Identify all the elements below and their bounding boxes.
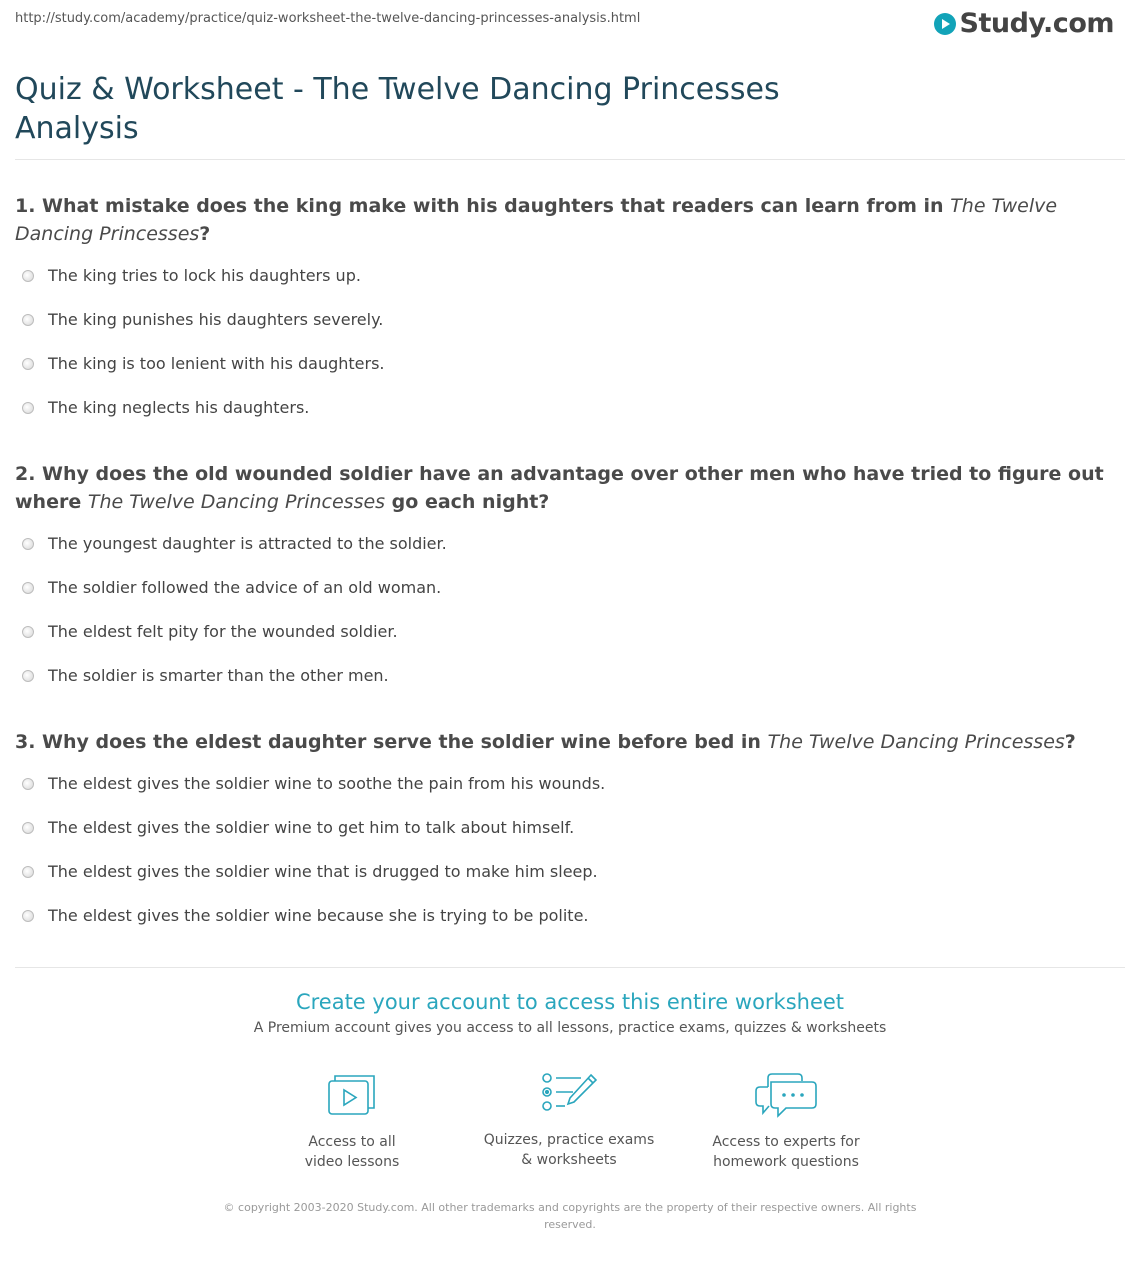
radio-button[interactable] xyxy=(22,866,34,878)
answer-option[interactable] xyxy=(22,578,441,597)
feature-label-line: Quizzes, practice exams xyxy=(483,1132,655,1148)
question-suffix: ? xyxy=(1064,731,1076,753)
answer-option-label: The soldier is smarter than the other men. xyxy=(48,666,389,685)
feature-label-line: video lessons xyxy=(304,1154,400,1170)
radio-button[interactable] xyxy=(22,538,34,550)
radio-button[interactable] xyxy=(22,822,34,834)
question-1 xyxy=(15,192,1125,248)
answer-option-label: The king neglects his daughters. xyxy=(48,398,310,417)
answer-option[interactable] xyxy=(22,774,605,793)
question-2 xyxy=(15,460,1125,516)
question-text: 1. What mistake does the king make with his daughters that readers can learn from in xyxy=(15,195,951,217)
feature-video-lessons xyxy=(252,1072,452,1172)
radio-button[interactable] xyxy=(22,778,34,790)
feature-label-line: homework questions xyxy=(713,1154,859,1170)
question-text: 3. Why does the eldest daughter serve the soldier wine before bed in xyxy=(15,731,768,753)
radio-button[interactable] xyxy=(22,670,34,682)
answer-option-label: The eldest gives the soldier wine because she is trying to be polite. xyxy=(48,906,589,925)
radio-button[interactable] xyxy=(22,270,34,282)
page-url: http://study.com/academy/practice/quiz-worksheet-the-twelve-dancing-princesses-analysis.html xyxy=(15,11,641,26)
feature-label-line: Access to all xyxy=(308,1134,396,1150)
question-book-title: The Twelve Dancing Princesses xyxy=(15,195,1058,245)
answer-option-label: The king is too lenient with his daughters. xyxy=(48,354,385,373)
answer-option-label: The king punishes his daughters severely. xyxy=(48,310,384,329)
answer-option[interactable] xyxy=(22,310,383,329)
question-3 xyxy=(15,728,1125,756)
answer-option-label: The soldier followed the advice of an old woman. xyxy=(48,578,442,597)
question-suffix: go each night? xyxy=(385,491,550,513)
answer-option[interactable] xyxy=(22,862,598,881)
feature-quizzes xyxy=(469,1072,669,1170)
answer-option[interactable] xyxy=(22,666,389,685)
answer-option[interactable] xyxy=(22,622,398,641)
question-suffix: ? xyxy=(199,223,211,245)
title-divider xyxy=(15,159,1125,160)
radio-button[interactable] xyxy=(22,402,34,414)
video-lessons-icon xyxy=(326,1072,378,1118)
answer-option-label: The eldest gives the soldier wine that is drugged to make him sleep. xyxy=(48,862,598,881)
premium-description: A Premium account gives you access to all lessons, practice exams, quizzes & worksheets xyxy=(253,1020,887,1036)
radio-button[interactable] xyxy=(22,314,34,326)
answer-option[interactable] xyxy=(22,398,309,417)
radio-button[interactable] xyxy=(22,358,34,370)
question-text: 2. Why does the old wounded soldier have an advantage over other men who have tried to figure out where xyxy=(15,463,1104,513)
answer-option-label: The eldest gives the soldier wine to soothe the pain from his wounds. xyxy=(48,774,606,793)
feature-label-line: Access to experts for xyxy=(712,1134,860,1150)
radio-button[interactable] xyxy=(22,582,34,594)
answer-option[interactable] xyxy=(22,906,589,925)
quiz-checklist-icon xyxy=(541,1072,597,1116)
answer-option-label: The eldest felt pity for the wounded soldier. xyxy=(48,622,398,641)
page-title: Quiz & Worksheet - The Twelve Dancing Princesses Analysis xyxy=(15,72,780,146)
feature-experts xyxy=(686,1072,886,1172)
radio-button[interactable] xyxy=(22,626,34,638)
study-logo[interactable] xyxy=(934,8,1114,39)
feature-label-line: & worksheets xyxy=(521,1152,617,1168)
answer-option-label: The eldest gives the soldier wine to get him to talk about himself. xyxy=(48,818,575,837)
answer-option-label: The king tries to lock his daughters up. xyxy=(48,266,361,285)
logo-text: Study.com xyxy=(959,8,1114,39)
answer-option[interactable] xyxy=(22,266,361,285)
chat-bubbles-icon xyxy=(754,1072,818,1118)
answer-option-label: The youngest daughter is attracted to the soldier. xyxy=(48,534,447,553)
answer-option[interactable] xyxy=(22,818,574,837)
answer-option[interactable] xyxy=(22,534,447,553)
answer-option[interactable] xyxy=(22,354,385,373)
content-divider xyxy=(15,967,1125,968)
create-account-link[interactable]: Create your account to access this entire worksheet xyxy=(295,990,845,1014)
question-book-title: The Twelve Dancing Princesses xyxy=(767,731,1065,753)
play-logo-icon xyxy=(934,13,956,35)
copyright-footer: © copyright 2003-2020 Study.com. All other trademarks and copyrights are the property of their respective owners. All rights reserved. xyxy=(223,1201,917,1231)
radio-button[interactable] xyxy=(22,910,34,922)
question-book-title: The Twelve Dancing Princesses xyxy=(87,491,386,513)
